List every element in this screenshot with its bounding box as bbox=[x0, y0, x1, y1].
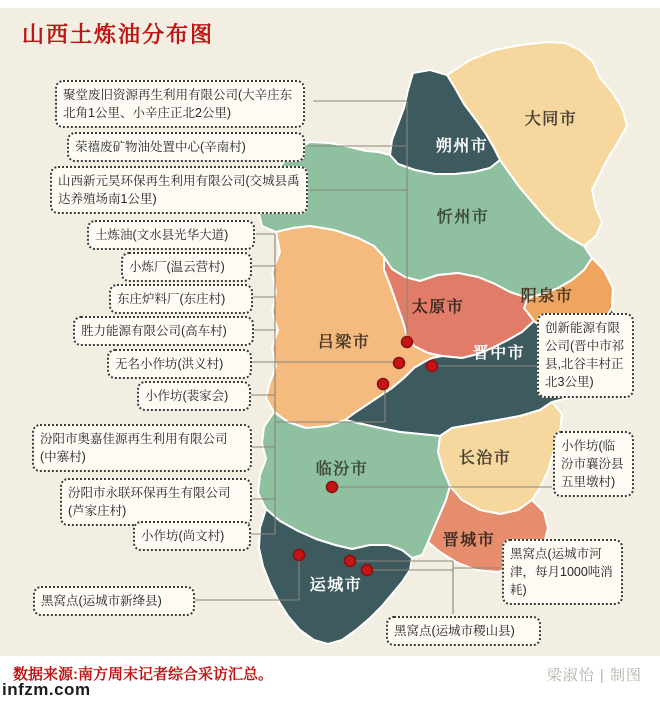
callout-yonglian: 汾阳市永联环保再生有限公司(芦家庄村) bbox=[60, 478, 252, 526]
region-label-changzhi: 长治市 bbox=[458, 450, 512, 467]
refinery-dot-1 bbox=[402, 337, 413, 348]
callout-rongxi: 荣禧废矿物油处置中心(辛南村) bbox=[67, 132, 305, 162]
callout-dongzhuang: 东庄炉料厂(东庄村) bbox=[109, 284, 253, 314]
callout-chuangxin: 创新能源有限公司(晋中市祁县,北谷丰村正北3公里) bbox=[537, 313, 634, 398]
refinery-dot-6 bbox=[294, 550, 305, 561]
callout-jishan: 黑窝点(运城市稷山县) bbox=[386, 616, 541, 646]
callout-xinyuanhao: 山西新元昊环保再生利用有限公司(交城县禹达养殖场南1公里) bbox=[50, 166, 308, 214]
region-label-yuncheng: 运城市 bbox=[309, 577, 363, 594]
callout-xiaolianchang: 小炼厂(温云营村) bbox=[121, 252, 252, 282]
refinery-dot-4 bbox=[378, 379, 389, 390]
region-label-lvliang: 吕梁市 bbox=[317, 334, 371, 351]
callout-xinjiang: 黑窝点(运城市新绛县) bbox=[33, 586, 195, 616]
region-label-jinzhong: 晋中市 bbox=[472, 345, 526, 362]
callout-aojia: 汾阳市奥嘉佳源再生利用有限公司(中寨村) bbox=[32, 424, 252, 472]
refinery-dot-8 bbox=[362, 565, 373, 576]
refinery-dot-2 bbox=[394, 358, 405, 369]
refinery-dot-3 bbox=[427, 361, 438, 372]
credit: 梁淑怡 | 制图 bbox=[546, 667, 642, 684]
callout-jutang: 聚堂废旧资源再生利用有限公司(大辛庄东北角1公里、小辛庄正北2公里) bbox=[55, 80, 305, 128]
callout-tulianyou: 土炼油(文水县光华大道) bbox=[87, 220, 255, 250]
source-note: 数据来源:南方周末记者综合采访汇总。 bbox=[13, 666, 273, 683]
region-label-datong: 大同市 bbox=[524, 111, 578, 128]
region-label-yangquan: 阳泉市 bbox=[520, 288, 574, 305]
callout-shengli: 胜力能源有限公司(高车村) bbox=[73, 316, 254, 346]
refinery-dot-5 bbox=[327, 482, 338, 493]
site-logo: infzm.com bbox=[2, 680, 91, 699]
region-label-taiyuan: 太原市 bbox=[411, 299, 465, 316]
refinery-dot-7 bbox=[345, 556, 356, 567]
callout-xiangfen: 小作坊(临汾市襄汾县五里墩村) bbox=[553, 431, 634, 497]
callout-wuming: 无名小作坊(洪义村) bbox=[107, 349, 252, 379]
page-title: 山西土炼油分布图 bbox=[22, 22, 215, 47]
region-label-linfen: 临汾市 bbox=[315, 461, 369, 478]
callout-shangwen: 小作坊(尚文村) bbox=[133, 521, 251, 551]
region-label-xinzhou: 忻州市 bbox=[436, 209, 490, 226]
callout-hejin: 黑窝点(运城市河津，每月1000吨消耗) bbox=[502, 539, 623, 605]
region-label-shuozhou: 朔州市 bbox=[435, 138, 489, 155]
callout-peijiahui: 小作坊(裴家会) bbox=[137, 381, 251, 411]
region-label-jincheng: 晋城市 bbox=[442, 532, 496, 549]
